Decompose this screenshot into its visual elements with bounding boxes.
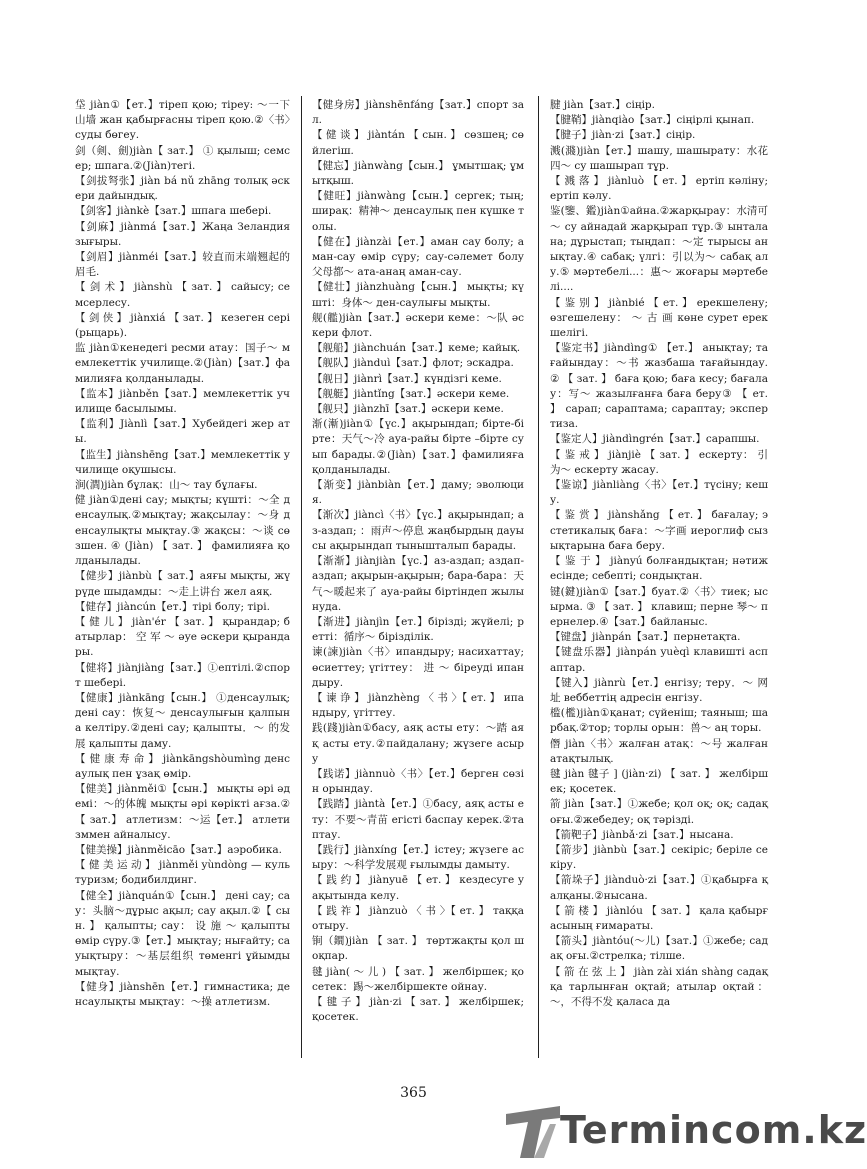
dictionary-entry: 【剑麻】jiànmá【зат.】Жаңа Зеландия зығыры. <box>75 220 290 248</box>
dictionary-entry: 腱 jiàn【зат.】сіңір. <box>550 99 655 111</box>
column-1 <box>75 98 290 1010</box>
dictionary-entry: 【舰只】jiànzhī【зат.】әскери кеме. <box>312 403 504 416</box>
dictionary-entry: 【践行】jiànxíng【ет.】істеу; жүзеге асыру：～科学发展观 ғылымды дамыту. <box>312 843 524 872</box>
dictionary-entry: 【监本】jiànběn【зат.】мемлекеттік училище басылымы. <box>75 387 290 416</box>
dictionary-entry: 【 剑 术 】 jiànshù 【 зат. 】 сайысу; семсерлесу. <box>75 281 290 309</box>
dictionary-entry: 【腱子】jiàn·zi【зат.】сіңір. <box>550 129 696 142</box>
dictionary-entry: 【 健 康 寿 命 】 jiànkāngshòumìng денсаулық пен ұзақ өмір. <box>75 752 290 780</box>
dictionary-entry: 【健身房】jiànshēnfáng【зат.】спорт зал. <box>312 99 524 127</box>
dictionary-entry: 【健在】jiànzài【ет.】аман сау болу; аман-сау өмір сүру; сау-сәлемет болу 父母都～ ата-анаң аман-сау. <box>312 235 524 279</box>
dictionary-entry: 【鉴定书】jiàndìng① 【ет.】 анықтау; тағайындау：～书 жазбаша тағайындау.② 【 зат. 】 баға қою; баға кесу; бағалау：写～ жазылғанға баға беру③ 【 ет. 】 сарап; сараптама; сараптау; экспертиза. <box>550 342 768 431</box>
dictionary-entry: 【箭头】jiàntóu(～儿)【зат.】①жебе; садақ оғы.②стрелка; тілше. <box>550 935 768 963</box>
dictionary-entry: 【箭垛子】jiànduò·zi【зат.】①қабырға қалқаны.②нысана. <box>550 874 768 902</box>
dictionary-entry: 【箭步】jiànbù【зат.】секіріс; беріле секіру. <box>550 843 768 872</box>
dictionary-entry: 【践踏】jiàntà【ет.】①басу, аяқ асты ету：不要～青苗 егісті баспау керек.②таптау. <box>312 798 524 841</box>
dictionary-entry: 【 践 祚 】 jiànzuò 〈 书 〉【 ет. 】 таққа отыру. <box>312 904 524 932</box>
dictionary-entry: 【键盘乐器】jiànpán yuèqì клавишті аспаптар. <box>550 646 768 674</box>
dictionary-entry: 箭 jiàn【зат.】①жебе; қол оқ; оқ; садақ оғы.②жебедеу; оқ тәрізді. <box>550 798 768 826</box>
watermark <box>500 1100 867 1160</box>
dictionary-entry: 【鉴谅】jiànliàng〈书〉【ет.】түсіну; кешу. <box>550 479 768 507</box>
dictionary-entry: 【 健 谈 】 jiàntán 【 сын. 】 сөзшең; сөйлегіш. <box>312 129 524 157</box>
dictionary-entry: 【 鉴 戒 】 jiànjiè 【 зат. 】 ескерту： 引 为～ ескерту жасау. <box>550 448 768 476</box>
dictionary-entry: 剑（剣、劍)jiàn【 зат.】 ① қылыш; семсер; шпага.②(Jiàn)тeгі. <box>75 144 290 172</box>
dictionary-entry: 【健将】jiànjiàng【зат.】①ептілі.②спорт шебері. <box>75 661 290 689</box>
dictionary-entry: 毽 jiàn( ～ 儿 ) 【 зат. 】 желбіршек; қосетек：踢～желбіршекте ойнау. <box>312 965 524 993</box>
dictionary-entry: 【监生】jiànshēng【зат.】мемлекеттік училище оқушысы. <box>75 448 290 476</box>
dictionary-entry: 【渐渐】jiànjiàn【үс.】аз-аздап; аздап-аздап; ақырын-ақырын; бара-бара：天气～暖起来了 ауа-райы біртіндеп жылынуда. <box>312 555 524 613</box>
column-3 <box>550 98 768 1010</box>
dictionary-entry: 【健存】jiàncún【ет.】тірі болу; тірі. <box>75 600 270 613</box>
dictionary-entry: 【健美操】jiànměicāo【зат.】аэробика. <box>75 843 282 856</box>
dictionary-entry: 健 jiàn①дeні сау; мықты; күшті：～全 денсаулық.②мықтау; жақсылау：～身 денсаулықты мықтау.③ жақсы：～谈 сөзшен. ④ (Jiàn) 【 зат. 】 фамилияға қолданылады. <box>75 494 290 568</box>
dictionary-entry: 【腱鞘】jiànqiào【зат.】сіңірлі қынап. <box>550 114 755 127</box>
dictionary-entry: 【箭靶子】jiànbǎ·zi【зат.】нысана. <box>550 828 734 841</box>
dictionary-entry: 【鉴定人】jiàndìngrén【зат.】сарапшы. <box>550 433 760 446</box>
dictionary-entry: 【渐进】jiànjìn【ет.】бірізді; жүйелі; ретті：循序～ бірізділік. <box>312 615 524 644</box>
dictionary-entry: 【渐变】jiànbiàn【ет.】даму; эволюция. <box>312 479 524 507</box>
dictionary-entry: 【 践 约 】 jiànyuē 【 ет. 】 кездесуге уақытында келу. <box>312 874 524 902</box>
dictionary-entry: 【健忘】jiànwàng【сын.】 ұмытшақ; ұмытқыш. <box>312 159 524 188</box>
dictionary-entry: 【 剑 侠 】 jiànxiá 【 зат. 】 кезеген сері(рыцарь). <box>75 311 290 340</box>
dictionary-entry: 【 毽 子 】 jiàn·zi 【 зат. 】 желбіршек; қосетек. <box>312 995 524 1024</box>
dictionary-entry: 【 箭 在 弦 上 】 jiàn zài xián shàng садаққа тарлынған оқтай; атылар оқтай：～，不得不发 қаласа да <box>550 965 768 1008</box>
dictionary-entry: 锏（鐧)jiàn 【 зат. 】 төртжақты қол шоқпар. <box>312 935 524 963</box>
dictionary-entry: 【 健 美 运 动 】 jiànměi yùndòng — культуризм; бодибилдинг. <box>75 859 290 887</box>
dictionary-entry: 舰(艦)jiàn【зат.】әскери кеме：～队 әскери флот. <box>312 311 524 340</box>
dictionary-entry: 【剑客】jiànkè【зат.】шпага шебері. <box>75 205 272 218</box>
dictionary-entry: 【健美】jiànměi①【сын.】 мықты әрі әдемі：～的体魄 мықты әрі көрікті ағза.②【 зат.】 атлетизм：～运【ет.】 атлетизммен айналысу. <box>75 783 290 841</box>
dictionary-entry: 【 健 儿 】 jiàn'ér 【 зат. 】 қырандар; батырлар： 空 军 ～ әуе әскери қырандары. <box>75 615 290 659</box>
dictionary-entry: 渐(漸)jiàn①【үс.】ақырындап; бірте-бірте：天气～冷 ауа-райы бірте –бірте суып барады.②(Jiàn)【зат.】фамилияға қолданылады. <box>312 418 524 476</box>
dictionary-entry: 【舰队】jiànduì【зат.】флот; эскадра. <box>312 357 514 370</box>
column-divider <box>538 96 539 1058</box>
dictionary-entry: 【健康】jiànkāng【сын.】 ①денсаулық; дені сау：恢复～ денсаулығын қалпына келтіру.②дені сау; қалыпты．～ 的发展 қалыпты даму. <box>75 691 290 750</box>
dictionary-entry: 【践诺】jiànnuò〈书〉【ет.】берген сөзін орындау. <box>312 767 524 796</box>
dictionary-entry: 鉴(鑒、鑑)jiàn①айна.②жарқырау：水清可～ су айнадай жарқырап тұр.③ ынталана; дұрыстап; тыңдап：～定 тырысы анықтау.④ сабақ; үлгі：引以为～ сабақ алу.⑤ мәртебелі...：惠～ жоғары мәртебелі.... <box>550 205 768 294</box>
dictionary-entry: 【舰艇】jiàntǐng【зат.】әскери кеме. <box>312 387 510 400</box>
dictionary-entry: 【监利】Jiànlì【зат.】Хубейдегі жер аты. <box>75 418 290 446</box>
dictionary-entry: 【健旺】jiànwàng【сын.】сергек; тың; шиpақ：精神～ денсаулық пен күшке толы. <box>312 190 524 233</box>
dictionary-entry: 谏(諫)jiàn〈书〉ипандыру; насихаттау; өсиеттеу; үгіттеу： 进 ～ біреуді ипандыру. <box>312 646 524 689</box>
dictionary-entry: 【渐次】jiàncì〈书〉【үс.】ақырындап; аз-аздап; ：雨声～停息 жаңбырдың дауысы ақырындап тынышталып барады. <box>312 509 524 552</box>
watermark-text: Termincom.kz <box>560 1108 867 1152</box>
dictionary-entry: 【舰日】jiànrì【зат.】күндізгі кеме. <box>312 372 502 385</box>
dictionary-entry: 【健全】jiànquán①【сын.】 дені сау; сау：头脑～дұрыс ақыл; сау ақыл.②【 сын. 】 қалыпты; сау： 设 施 ～ қалыпты өмір сүру.③【ет.】мықтау; нығайту; сауықтыру：～基层组织 төменгі ұйымды мықтау. <box>75 889 290 978</box>
dictionary-entry: 毽 jiàn 毽子 ] (jiàn·zi) 【 зат. 】 желбіршек; қосетек. <box>550 767 768 796</box>
dictionary-entry: 【舰船】jiànchuán【зат.】кеме; кайық. <box>312 342 521 355</box>
dictionary-entry: 【剑拔弩张】jiàn bá nǔ zhāng толық әскери дайындық. <box>75 175 290 203</box>
dictionary-entry: 键(鍵)jiàn①【зат.】буат.②〈书〉тиек; ысырма. ③ 【 зат. 】 клавиш; перне 琴～ пернелер.④【зат.】байланыс. <box>550 585 768 628</box>
dictionary-entry: 垈 jiàn①【ет.】тіреп қою; тірeу: ～一下山墙 жан қабырғасны тіреп қою.②〈书〉суды бөгеу. <box>75 99 290 142</box>
page-number: 365 <box>400 1085 427 1101</box>
dictionary-entry: 僭 jiàn〈书〉жалған атақ：～号 жалған атақтылық. <box>550 737 768 765</box>
dictionary-entry: 【 谏 诤 】 jiànzhèng 〈 书 〉【 ет. 】 ипандыру, үгіттеу. <box>312 691 524 720</box>
dictionary-entry: 【键盘】jiànpán【зат.】пернетақта. <box>550 631 741 644</box>
dictionary-entry: 【 鉴 于 】 jiànyú болғандықтан; нәтижесінде; себепті; сондықтан. <box>550 555 768 583</box>
dictionary-entry: 【健身】jiànshēn【ет.】гимнастика; денсаулықты мықтау：～操 атлетизм. <box>75 980 290 1008</box>
dictionary-entry: 监 jiàn①кенедегі ресми атау：国子～ мемлекеттік училище.②(Jiàn)【зат.】фамилияға қолданылады. <box>75 342 290 385</box>
dictionary-entry: 溅(濺)jiàn【ет.】шашу, шашырату：水花四～ су шашырап тұр. <box>550 144 768 172</box>
dictionary-entry: 【 箭 楼 】 jiànlóu 【 зат. 】 қала қабырғасының ғимараты. <box>550 904 768 932</box>
column-2 <box>312 98 524 1025</box>
dictionary-entry: 涧(澗)jiàn бұлақ：山～ тау бұлағы. <box>75 479 258 492</box>
dictionary-entry: 【键入】jiànrù【ет.】енгізу; теру．～ 网址 веббеттің адресін енгізу. <box>550 676 768 704</box>
dictionary-entry: 践(踐)jiàn①басу, аяқ асты ету：～踏 аяқ асты ету.②пайдалану; жүзеге асыру <box>312 722 524 765</box>
dictionary-entry: 槛(檻)jiàn①қанат; сүйеніш; таяныш; шарбақ.②тор; торлы орын：兽～ аң торы. <box>550 707 768 735</box>
dictionary-entry: 【 鉴 别 】 jiànbié 【 ет. 】 ерекшелену; өзгешелену： ～ 古 画 көне сурет ерекшелігі. <box>550 296 768 340</box>
dictionary-entry: 【剑眉】jiànméi【зат.】较直而末端翘起的眉毛. <box>75 251 290 279</box>
dictionary-entry: 【 鉴 赏 】 jiànshǎng 【 ет. 】 бағалау; эстетикалық баға：～字画 иероглиф сызықтарына баға беру. <box>550 509 768 552</box>
dictionary-entry: 【 溅 落 】 jiànluò 【 ет. 】 ертіп кәліну; ертіп кәлу. <box>550 175 768 203</box>
column-divider <box>301 96 302 1058</box>
dictionary-entry: 【健步】jiànbù【 зат.】аяғы мықты, жүрүде шыдамды：～走上讲台 жел аяқ. <box>75 570 290 598</box>
dictionary-entry: 【健壮】jiànzhuàng【сын.】 мықты; күшті：身体～ ден-саулығы мықты. <box>312 281 524 309</box>
